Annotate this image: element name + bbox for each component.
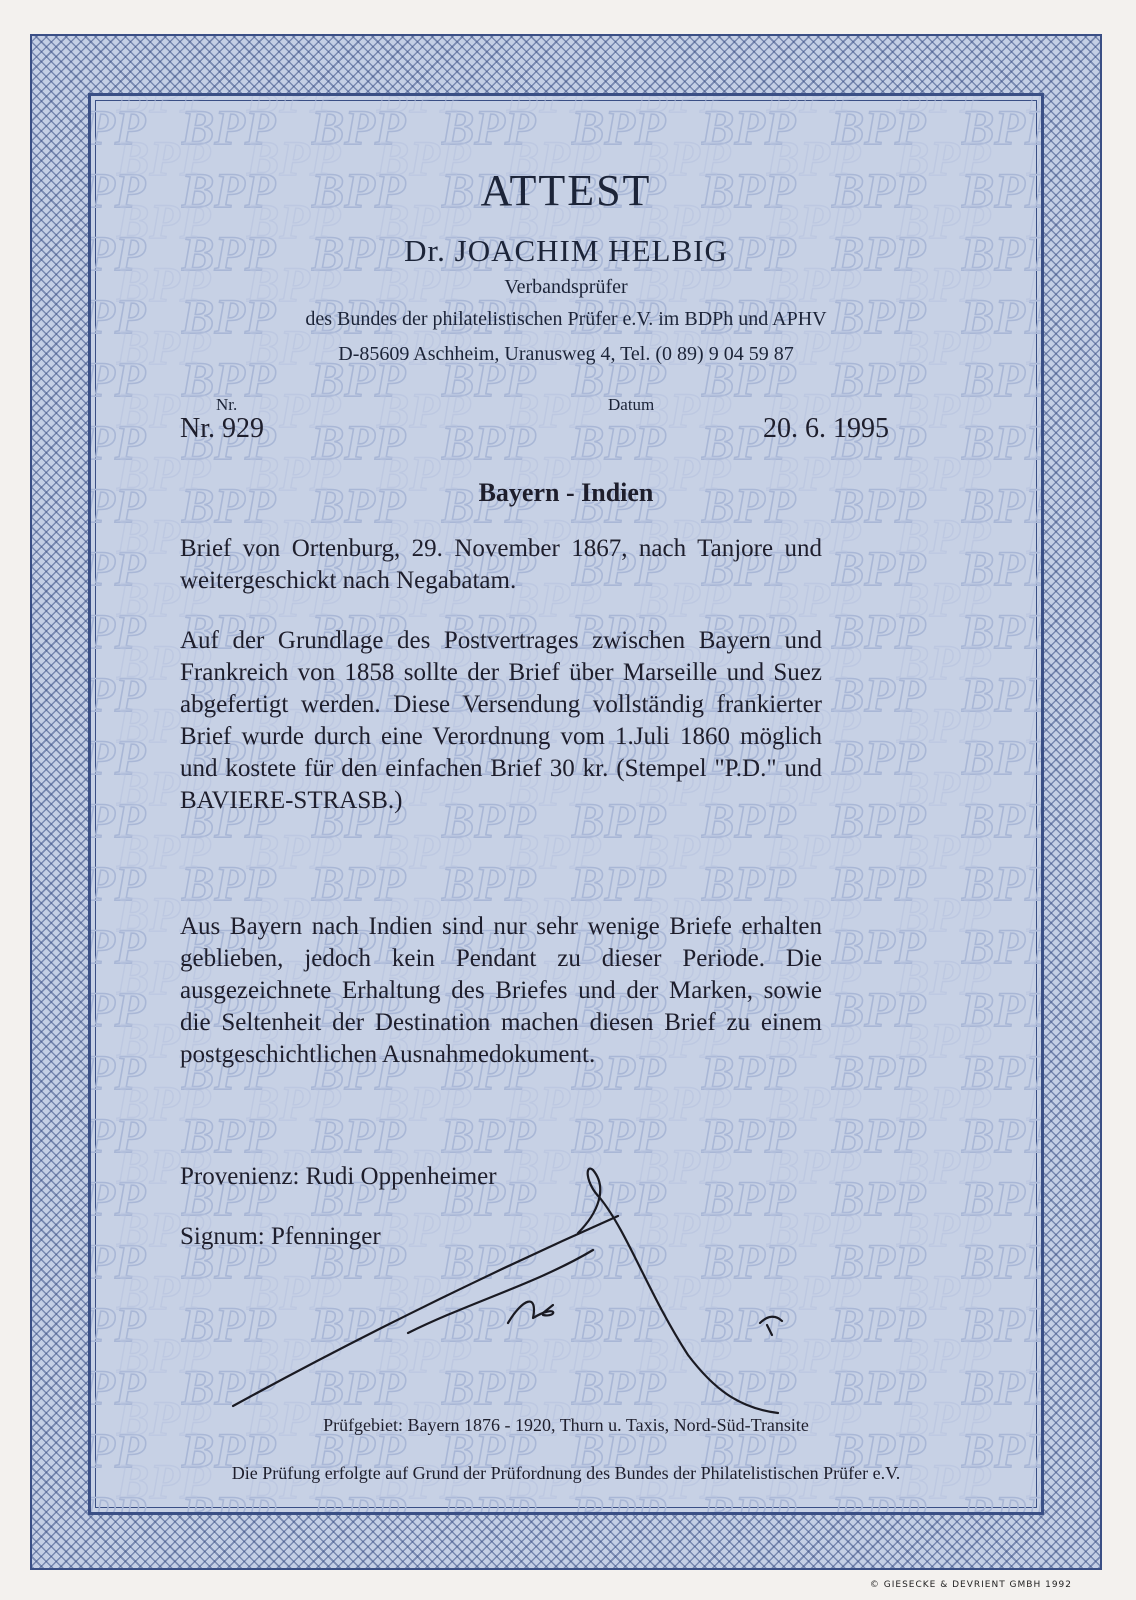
provenance-line: Provenienz: Rudi Oppenheimer <box>180 1163 497 1190</box>
examiner-name: Dr. JOACHIM HELBIG <box>404 233 728 268</box>
subject-heading: Bayern - Indien <box>478 478 654 507</box>
printer-imprint: © GIESECKE & DEVRIENT GMBH 1992 <box>869 1580 1072 1590</box>
examiner-role: Verbandsprüfer <box>504 276 628 298</box>
examination-fields: Prüfgebiet: Bayern 1876 - 1920, Thurn u. Taxis, Nord-Süd-Transite <box>323 1415 809 1435</box>
certificate-content <box>88 93 1044 1515</box>
nr-label: Nr. <box>216 395 238 414</box>
association-line: des Bundes der philatelistischen Prüfer e.V. im BDPh und APHV <box>305 308 827 330</box>
certificate-title: ATTEST <box>480 166 652 215</box>
paragraph-postal-treaty: Auf der Grundlage des Postvertrages zwischen Bayern und Frankreich von 1858 sollte der Brief über Marseille und Suez abgefertigt werden. Diese Versendung vollständig frankierter Brief wurde durch eine Verordnung vom 1.Juli 1860 möglich und kostete für den einfachen Brief 30 kr. (Stempel "P.D." und BAVIERE-STRASB.) <box>180 627 822 814</box>
paragraph-rarity: Aus Bayern nach Indien sind nur sehr wenige Briefe erhalten geblieben, jedoch kein Pendant zu dieser Periode. Die ausgezeichnete Erhaltung des Briefes und der Marken, sowie die Seltenheit der Destination machen diesen Brief zu einem postgeschichtlichen Ausnahmedokument. <box>180 913 822 1068</box>
address-line: D-85609 Aschheim, Uranusweg 4, Tel. (0 89) 9 04 59 87 <box>338 343 794 365</box>
paragraph-description: Brief von Ortenburg, 29. November 1867, nach Tanjore und weitergeschickt nach Negabatam. <box>180 535 822 594</box>
certificate-number: Nr. 929 <box>180 413 264 444</box>
examination-footer: Die Prüfung erfolgte auf Grund der Prüfordnung des Bundes der Philatelistischen Prüfer e.V. <box>231 1463 901 1483</box>
certificate-date: 20. 6. 1995 <box>763 413 889 444</box>
signum-line: Signum: Pfenninger <box>180 1223 381 1250</box>
datum-label: Datum <box>608 395 655 414</box>
